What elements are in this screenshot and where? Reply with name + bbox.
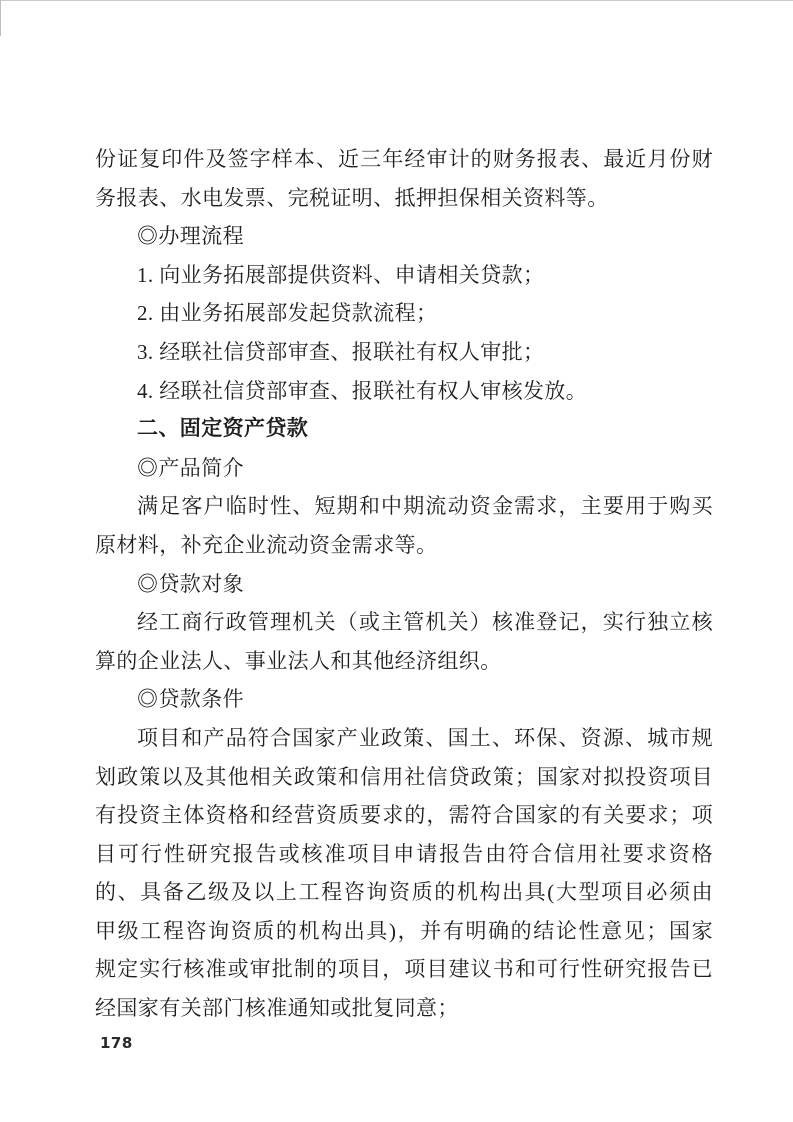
list-item: 2. 由业务拓展部发起贷款流程；	[137, 301, 438, 326]
body-line: 满足客户临时性、短期和中期流动资金需求，主要用于购买	[137, 494, 713, 519]
body-line: 划政策以及其他相关政策和信用社信贷政策；国家对拟投资项目	[95, 764, 713, 789]
text-block	[95, 140, 713, 1028]
page-top-edge-line	[0, 0, 793, 1]
list-item: 3. 经联社信贷部审查、报联社有权人审批；	[137, 339, 545, 364]
body-line: 原材料，补充企业流动资金需求等。	[95, 532, 438, 557]
body-line: 算的企业法人、事业法人和其他经济组织。	[95, 648, 502, 673]
body-line: 份证复印件及签字样本、近三年经审计的财务报表、最近月份财	[95, 147, 713, 171]
body-line: 规定实行核准或审批制的项目，项目建议书和可行性研究报告已	[95, 957, 713, 982]
page-number: 178	[100, 1034, 133, 1052]
subsection-label: ◎贷款对象	[137, 571, 244, 596]
body-line: 项目和产品符合国家产业政策、国土、环保、资源、城市规	[137, 725, 713, 750]
body-line: 务报表、水电发票、完税证明、抵押担保相关资料等。	[95, 185, 609, 210]
body-line: 经工商行政管理机关（或主管机关）核准登记，实行独立核	[137, 610, 713, 635]
body-line: 目可行性研究报告或核准项目申请报告由符合信用社要求资格	[95, 841, 713, 866]
section-heading: 二、固定资产贷款	[137, 417, 309, 441]
body-line: 有投资主体资格和经营资质要求的，需符合国家的有关要求；项	[95, 803, 713, 828]
body-line: 甲级工程咨询资质的机构出具)，并有明确的结论性意见；国家	[95, 918, 713, 943]
subsection-label: ◎产品简介	[137, 455, 244, 480]
subsection-label: ◎贷款条件	[137, 687, 244, 712]
subsection-label: ◎办理流程	[137, 224, 244, 249]
body-line: 的、具备乙级及以上工程咨询资质的机构出具(大型项目必须由	[95, 880, 713, 905]
page-left-edge-line	[0, 0, 1, 36]
body-line: 经国家有关部门核准通知或批复同意；	[95, 996, 459, 1021]
list-item: 1. 向业务拓展部提供资料、申请相关贷款；	[137, 262, 545, 287]
list-item: 4. 经联社信贷部审查、报联社有权人审核发放。	[137, 378, 588, 403]
